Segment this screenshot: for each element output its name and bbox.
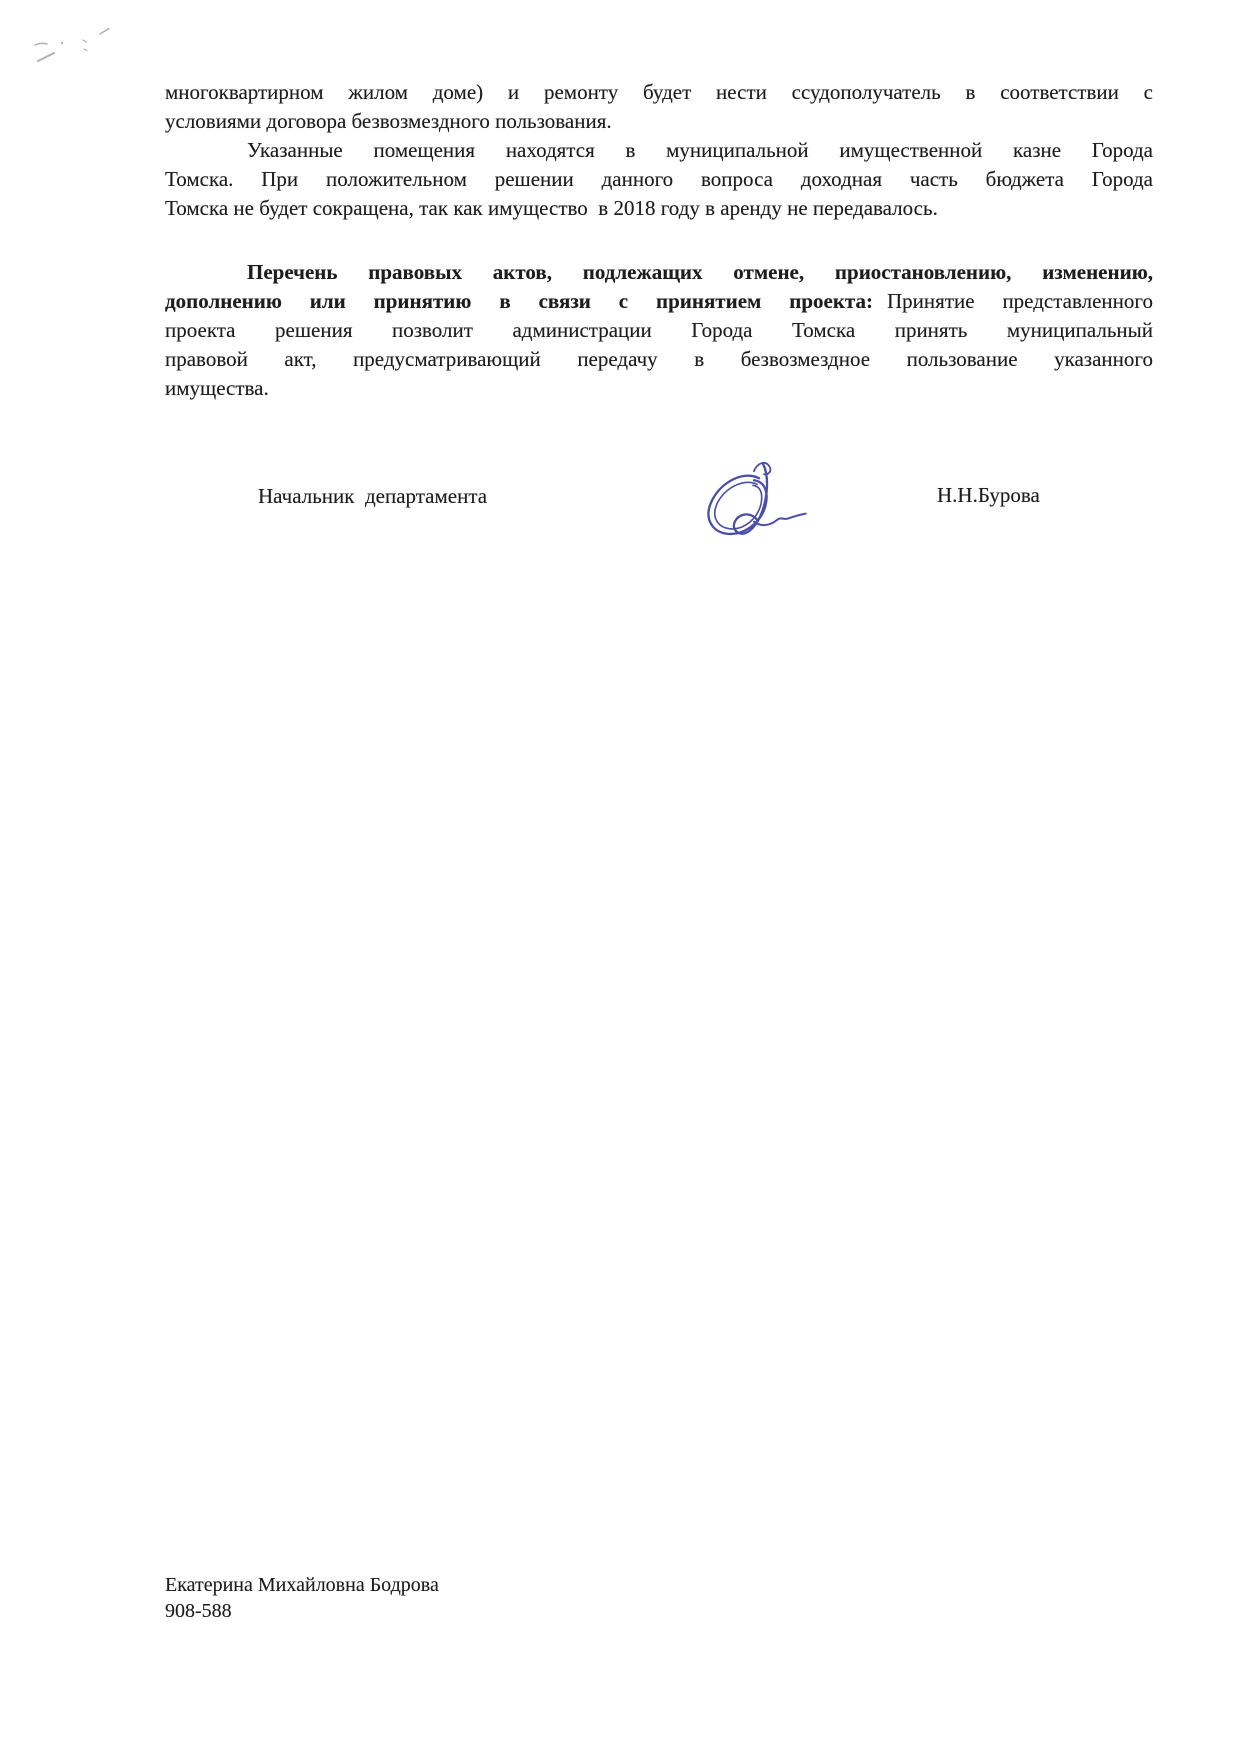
contact-block <box>165 1572 439 1624</box>
contact-name: Екатерина Михайловна Бодрова <box>165 1574 439 1596</box>
text-line: Томска не будет сокращена, так как имущество в 2018 году в аренду не передавалось. <box>165 196 938 220</box>
text-line: Указанные помещения находятся в муниципальной имущественной казне Города <box>247 138 1153 162</box>
text-line: проекта решения позволит администрации Города Томска принять муниципальный <box>165 318 1153 342</box>
text-line: Томска. При положительном решении данного вопроса доходная часть бюджета Города <box>165 167 1153 191</box>
text-run: Принятие представленного <box>887 289 1153 313</box>
handwritten-signature <box>698 458 810 544</box>
text-line: имущества. <box>165 376 269 400</box>
text-line-bold: Перечень правовых актов, подлежащих отмене, приостановлению, изменению, <box>247 260 1153 284</box>
text-line: многоквартирном жилом доме) и ремонту будет нести ссудополучатель в соответствии с <box>165 80 1153 104</box>
text-line: правовой акт, предусматривающий передачу в безвозмездное пользование указанного <box>165 347 1153 371</box>
scan-artifact-marks <box>20 20 132 72</box>
text-line: условиями договора безвозмездного пользования. <box>165 109 612 133</box>
signature-name: Н.Н.Бурова <box>937 483 1040 507</box>
document-body <box>165 78 1153 403</box>
paragraph-continuation <box>165 78 1153 136</box>
paragraph-treasury <box>165 136 1153 223</box>
bold-run: дополнению или принятию в связи с принятием проекта: <box>165 289 874 313</box>
signature-role-label: Начальник департамента <box>258 484 488 508</box>
contact-phone: 908-588 <box>165 1600 232 1622</box>
text-line <box>165 287 1153 316</box>
paragraph-legal-acts <box>165 258 1153 403</box>
paragraph-spacer <box>165 223 1153 258</box>
